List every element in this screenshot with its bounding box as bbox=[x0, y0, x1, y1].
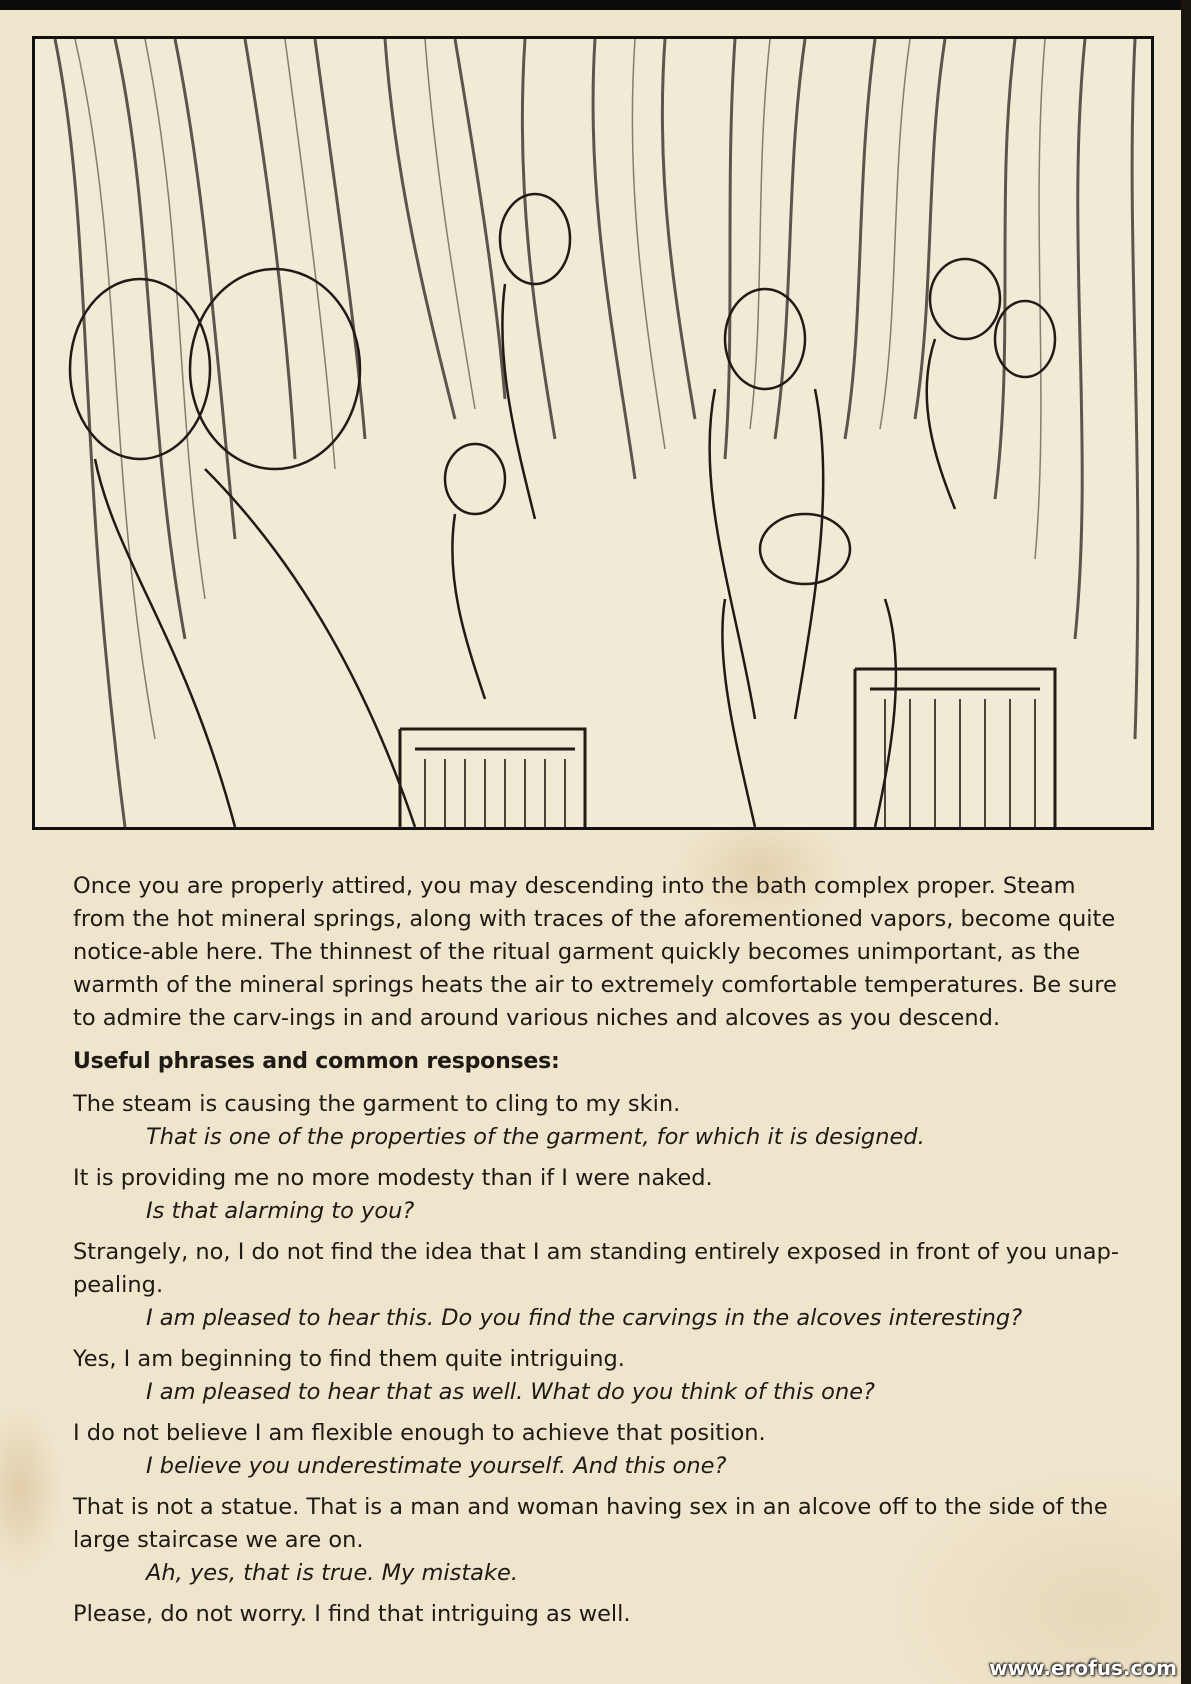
response: I am pleased to hear this. Do you find the carvings in the alcoves interesting? bbox=[146, 1305, 1023, 1331]
response: Is that alarming to you? bbox=[146, 1198, 415, 1224]
phrase: It is providing me no more modesty than if I were naked. bbox=[73, 1165, 713, 1191]
phrase-pair bbox=[73, 1598, 1133, 1631]
phrase: Please, do not worry. I find that intriguing as well. bbox=[73, 1601, 631, 1627]
section-heading: Useful phrases and common responses: bbox=[73, 1049, 560, 1074]
phrase: I do not believe I am flexible enough to achieve that position. bbox=[73, 1420, 766, 1446]
phrase-pair bbox=[73, 1417, 1133, 1483]
engraving-illustration bbox=[32, 36, 1154, 830]
phrase-pair bbox=[73, 1236, 1133, 1335]
response: Ah, yes, that is true. My mistake. bbox=[146, 1560, 518, 1586]
document-page bbox=[0, 10, 1191, 1684]
watermark-link[interactable]: www.erofus.com bbox=[989, 1656, 1177, 1680]
phrase: That is not a statue. That is a man and woman having sex in an alcove off to the side of the large staircase we are on. bbox=[73, 1494, 1108, 1553]
illustration-artwork bbox=[35, 39, 1151, 827]
response: I am pleased to hear that as well. What do you think of this one? bbox=[146, 1379, 875, 1405]
response: I believe you underestimate yourself. And this one? bbox=[146, 1453, 727, 1479]
phrase-pair bbox=[73, 1088, 1133, 1154]
intro-paragraph: Once you are properly attired, you may descending into the bath complex proper. Steam from the hot mineral springs, along with traces of the aforementioned vapors, become quite notice-able here. The thinnest of the ritual garment quickly becomes unimportant, as the warmth of the mineral springs heats the air to extremely comfortable temperatures. Be sure to admire the carv-ings in and around various niches and alcoves as you descend. bbox=[73, 873, 1117, 1031]
phrase: Yes, I am beginning to find them quite intriguing. bbox=[73, 1346, 625, 1372]
phrase-pair bbox=[73, 1343, 1133, 1409]
text-content bbox=[73, 870, 1133, 1639]
phrase-pair bbox=[73, 1162, 1133, 1228]
phrase: The steam is causing the garment to cling to my skin. bbox=[73, 1091, 681, 1117]
phrase: Strangely, no, I do not find the idea that I am standing entirely exposed in front of you unap-pealing. bbox=[73, 1239, 1119, 1298]
phrase-pair bbox=[73, 1491, 1133, 1590]
page-edge bbox=[1181, 0, 1191, 1684]
response: That is one of the properties of the garment, for which it is designed. bbox=[146, 1124, 925, 1150]
